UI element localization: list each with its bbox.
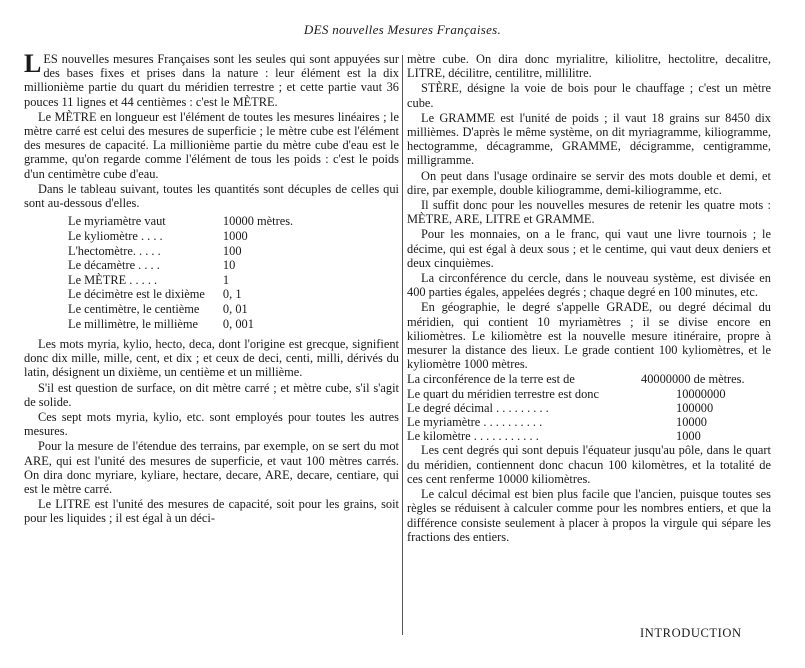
table-row	[64, 316, 297, 331]
paragraph: On peut dans l'usage ordinaire se servir des mots double et demi, et dire, par exemple, double kiliogramme, demi-kiliogramme, etc.	[407, 168, 771, 197]
paragraph: Le GRAMME est l'unité de poids ; il vaut 18 grains sur 8450 dix millièmes. D'après le même système, on dit myriagramme, kiliogramme, hectogramme, décagramme, GRAMME, décigramme, centigramme, milligramme.	[407, 110, 771, 168]
paragraph: Le calcul décimal est bien plus facile que l'ancien, puisque toutes ses règles se réduisent à calculer comme pour les nombres entiers, et que la différence consiste seulement à placer à propos la virgule qui sépare les fractions des entiers.	[407, 487, 771, 544]
paragraph: Il suffit donc pour les nouvelles mesures de retenir les quatre mots : MÈTRE, ARE, LITRE et GRAMME.	[407, 198, 771, 227]
table-label: Le millimètre, le millième	[68, 316, 199, 331]
table-value: 10000 mètres.	[222, 214, 294, 229]
catchword: INTRODUCTION	[640, 626, 742, 640]
measure-line	[407, 372, 771, 386]
measure-label: Le myriamètre . . . . . . . . . .	[407, 415, 543, 430]
paragraph: Pour la mesure de l'étendue des terrains, par exemple, on se sert du mot ARE, qui est l'unité des mesures de superficie, et vaut 100 mètres carrés. On dira donc myriare, kyliare, hectare, decare, ARE, decare, centiare, qui est le mètre carré.	[24, 439, 399, 497]
table-value: 0, 001	[222, 316, 254, 331]
paragraph: En géographie, le degré s'appelle GRADE, ou degré décimal du méridien, qui contient 10 myriamètres ; il se divise encore en kiliomètres. Le kiliomètre est la nouvelle mesure itinéraire, propre à mesurer la distance des lieux. Le grade contient 100 kyliomètres, et le kyliomètre 1000 mètres.	[407, 300, 771, 372]
paragraph: Les cent degrés qui sont depuis l'équateur jusqu'au pôle, dans le quart du méridien, contiennent donc chacun 100 kilomètres, et la totalité de ces cent renferme 10000 kiliomètres.	[407, 443, 771, 486]
measure-value: 100000	[676, 400, 714, 415]
table-label: Le centimètre, le centième	[68, 301, 200, 316]
page-header: DES nouvelles Mesures Françaises.	[303, 22, 502, 37]
table-row	[64, 229, 297, 244]
measure-line	[407, 387, 771, 401]
right-column	[407, 52, 771, 545]
measure-value: 1000	[676, 429, 701, 444]
paragraph: S'il est question de surface, on dit mètre carré ; et mètre cube, s'il s'agit de solide.	[24, 380, 399, 409]
table-label: Le MÈTRE . . . . .	[68, 272, 158, 287]
measure-value: 10000	[676, 415, 707, 430]
measure-label: Le quart du méridien terrestre est donc	[407, 386, 599, 401]
units-table	[64, 214, 297, 331]
table-row	[64, 287, 297, 302]
table-label: Le décamètre . . . .	[68, 258, 160, 273]
table-label: Le kyliomètre . . . .	[68, 229, 163, 244]
paragraph: mètre cube. On dira donc myrialitre, kiliolitre, hectolitre, decalitre, LITRE, décilitre, centilitre, millilitre.	[407, 52, 771, 81]
measure-line	[407, 429, 771, 443]
paragraph: La circonférence du cercle, dans le nouveau système, est divisée en 400 parties égales, appelées degrés ; chaque degré en 100 minutes, etc.	[407, 271, 771, 300]
paragraph: Les mots myria, kylio, hecto, deca, dont l'origine est grecque, signifient donc dix mille, mille, cent, et dix ; et ceux de deci, centi, milli, dérivés du latin, désignent un dixième, un centième et un millième.	[24, 336, 399, 380]
table-label: L'hectomètre. . . . .	[68, 243, 161, 258]
measure-label: Le kilomètre . . . . . . . . . . .	[407, 429, 539, 444]
measure-label: Le degré décimal . . . . . . . . .	[407, 400, 549, 415]
table-row	[64, 214, 297, 229]
measure-label: La circonférence de la terre est de	[407, 372, 575, 387]
table-value: 0, 1	[222, 287, 242, 302]
table-value: 100	[222, 243, 242, 258]
left-column	[24, 49, 399, 527]
paragraph-text: ES nouvelles mesures Françaises sont les seules qui sont appuyées sur des bases fixes et prises dans la nature : leur élément est la dix millionième partie du quart du méridien terrestre ; et cette partie vaut 36 pouces 11 lignes et 44 centièmes : c'est le MÈTRE.	[24, 52, 399, 109]
measure-line	[407, 415, 771, 429]
table-value: 1	[222, 272, 230, 287]
table-label: Le décimètre est le dixième	[68, 287, 205, 302]
measure-line	[407, 401, 771, 415]
drop-cap: L	[24, 49, 42, 78]
paragraph	[24, 49, 399, 109]
table-row	[64, 302, 297, 317]
paragraph: Ces sept mots myria, kylio, etc. sont employés pour toutes les autres mesures.	[24, 410, 399, 439]
paragraph: Dans le tableau suivant, toutes les quantités sont décuples de celles qui sont au-dessous d'elles.	[24, 181, 399, 211]
paragraph: Le MÈTRE en longueur est l'élément de toutes les mesures linéaires ; le mètre carré est celui des mesures de superficie ; le mètre cube est l'élément des mesures de capacité. La millionième partie du mètre cube d'eau est le gramme, qu'on regarde comme l'élément de tous les poids : c'est le poids d'un centimètre cube d'eau.	[24, 109, 399, 181]
measure-value: 40000000 de mètres.	[641, 372, 745, 387]
table-row	[64, 273, 297, 288]
measure-value: 10000000	[676, 386, 726, 401]
table-row	[64, 243, 297, 258]
column-divider	[402, 55, 403, 635]
paragraph: STÈRE, désigne la voie de bois pour le chauffage ; c'est un mètre cube.	[407, 81, 771, 110]
table-row	[64, 258, 297, 273]
paragraph: Pour les monnaies, on a le franc, qui vaut une livre tournois ; le décime, qui est égal à deux sous ; et le centime, qui vaut deux deniers et deux cinquièmes.	[407, 227, 771, 270]
table-value: 1000	[222, 229, 248, 244]
table-value: 0, 01	[222, 301, 248, 316]
table-value: 10	[222, 258, 236, 273]
paragraph: Le LITRE est l'unité des mesures de capacité, soit pour les grains, soit pour les liquides ; il est égal à un déci-	[24, 497, 399, 526]
table-label: Le myriamètre vaut	[68, 214, 166, 229]
